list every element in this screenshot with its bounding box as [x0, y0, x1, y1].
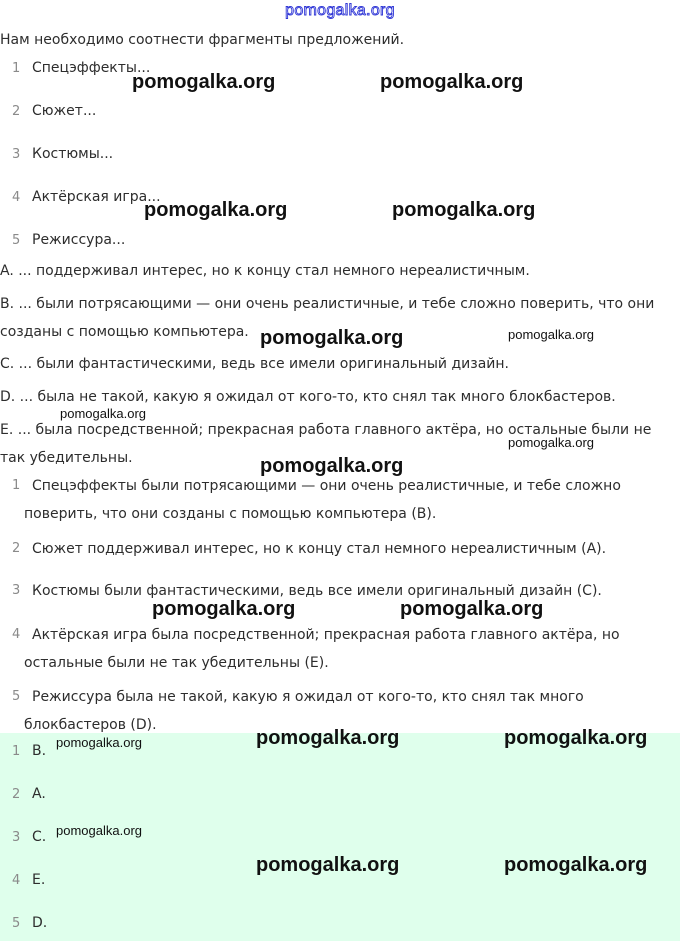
answer-text: Режиссура была не такой, какую я ожидал от кого-то, кто снял так много блокбастеров (D). — [24, 689, 584, 733]
question-number: 3 — [12, 147, 21, 162]
watermark: pomogalka.org — [392, 199, 536, 221]
short-answer-number: 1 — [12, 744, 21, 759]
question-item — [0, 60, 640, 82]
watermark: pomogalka.org — [56, 823, 142, 838]
site-title[interactable]: pomogalka.org — [285, 2, 395, 19]
option-e: E. ... была посредственной; прекрасная работа главного актёра, но остальные были не так убедительны. — [0, 422, 652, 466]
short-answer-text: E. — [32, 872, 46, 888]
question-text: Спецэффекты... — [32, 60, 151, 76]
answer-text: Спецэффекты были потрясающими — они очень реалистичные, и тебе сложно поверить, что они созданы с помощью компьютера (B). — [24, 478, 621, 522]
watermark: pomogalka.org — [380, 71, 524, 93]
answer-number: 5 — [12, 689, 21, 704]
question-number: 5 — [12, 233, 21, 248]
watermark: pomogalka.org — [60, 406, 146, 421]
question-text: Сюжет... — [32, 103, 97, 119]
answer-text: Актёрская игра была посредственной; прекрасная работа главного актёра, но остальные были не так убедительны (E). — [24, 627, 620, 671]
watermark: pomogalka.org — [260, 327, 404, 349]
answer-item — [0, 472, 650, 528]
question-text: Актёрская игра... — [32, 189, 161, 205]
watermark: pomogalka.org — [132, 71, 276, 93]
short-answer-number: 3 — [12, 830, 21, 845]
watermark: pomogalka.org — [144, 199, 288, 221]
answer-item — [0, 577, 650, 605]
question-item — [0, 232, 640, 254]
short-answer-text: C. — [32, 829, 47, 845]
answer-text: Костюмы были фантастическими, ведь все имели оригинальный дизайн (C). — [32, 583, 602, 599]
option-c: C. ... были фантастическими, ведь все имели оригинальный дизайн. — [0, 356, 509, 372]
watermark: pomogalka.org — [152, 598, 296, 620]
question-number: 2 — [12, 104, 21, 119]
option-a: A. ... поддерживал интерес, но к концу стал немного нереалистичным. — [0, 263, 530, 279]
question-item — [0, 189, 640, 211]
watermark: pomogalka.org — [256, 727, 400, 749]
question-number: 4 — [12, 190, 21, 205]
intro-text: Нам необходимо соотнести фрагменты предложений. — [0, 32, 405, 48]
short-answer-text: A. — [32, 786, 46, 802]
option-b: B. ... были потрясающими — они очень реалистичные, и тебе сложно поверить, что они созданы с помощью компьютера. — [0, 296, 655, 340]
short-answer-item — [0, 786, 640, 808]
answer-item — [0, 535, 650, 563]
question-number: 1 — [12, 61, 21, 76]
watermark: pomogalka.org — [56, 735, 142, 750]
answer-number: 1 — [12, 478, 21, 493]
short-answer-number: 2 — [12, 787, 21, 802]
question-item — [0, 103, 640, 125]
question-item — [0, 146, 640, 168]
short-answer-number: 5 — [12, 916, 21, 931]
answer-text: Сюжет поддерживал интерес, но к концу стал немного нереалистичным (A). — [32, 541, 607, 557]
question-text: Режиссура... — [32, 232, 126, 248]
answer-number: 4 — [12, 627, 21, 642]
option-d: D. ... была не такой, какую я ожидал от кого-то, кто снял так много блокбастеров. — [0, 389, 616, 405]
watermark: pomogalka.org — [504, 727, 648, 749]
watermark: pomogalka.org — [508, 435, 594, 450]
short-answer-item — [0, 915, 640, 937]
answer-number: 2 — [12, 541, 21, 556]
watermark: pomogalka.org — [504, 854, 648, 876]
short-answer-text: B. — [32, 743, 47, 759]
short-answer-number: 4 — [12, 873, 21, 888]
watermark: pomogalka.org — [260, 455, 404, 477]
watermark: pomogalka.org — [256, 854, 400, 876]
watermark: pomogalka.org — [400, 598, 544, 620]
answer-item — [0, 621, 650, 677]
watermark: pomogalka.org — [508, 327, 594, 342]
question-text: Костюмы... — [32, 146, 114, 162]
answer-number: 3 — [12, 583, 21, 598]
short-answer-text: D. — [32, 915, 48, 931]
